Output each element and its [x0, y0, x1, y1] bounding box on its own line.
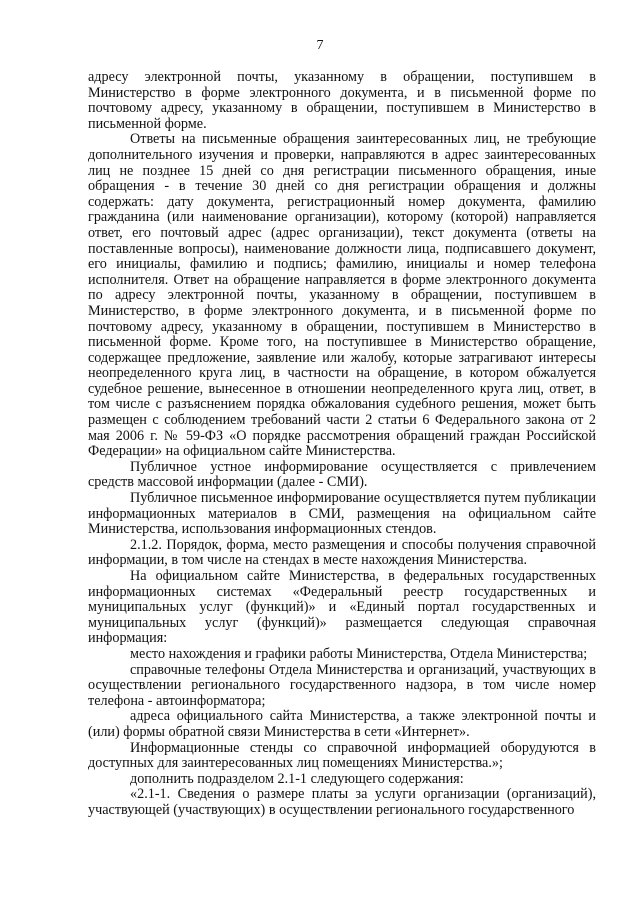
paragraph-10: Информационные стенды со справочной информацией оборудуются в доступных для заинтересованных лиц помещениях Министерства.»;: [88, 739, 596, 772]
paragraph-11: дополнить подразделом 2.1-1 следующего содержания:: [130, 770, 464, 787]
paragraph-5: 2.1.2. Порядок, форма, место размещения и способы получения справочной информации, в том числе на стендах в месте нахождения Министерства.: [88, 536, 596, 569]
paragraph-2: Ответы на письменные обращения заинтересованных лиц, не требующие дополнительного изучения и проверки, направляются в адрес заинтересованных лиц не позднее 15 дней со дня регистрации письменного обращения, иные обращения - в течение 30 дней со дня регистрации обращения и должны содержать: дату документа, регистрационный номер документа, фамилию гражданина (или наименование организации), которому (которой) направляется ответ, его почтовый адрес (адрес организации), текст документа (ответы на поставленные вопросы), наименование должности лица, подписавшего документ, его инициалы, фамилию и подпись; фамилию, инициалы и номер телефона исполнителя. Ответ на обращение направляется в форме электронного документа по адресу электронной почты, указанному в обращении, поступившем в Министерство, в форме электронного документа, и в письменной форме по почтовому адресу, указанному в обращении, поступившем в Министерство в письменной форме. Кроме того, на поступившее в Министерство обращение, содержащее предложение, заявление или жалобу, которые затрагивают интересы неопределенного круга лиц, в частности на обращение, в котором обжалуется судебное решение, вынесенное в отношении неопределенного круга лиц, ответ, в том числе с разъяснением порядка обжалования судебного решения, может быть размещен с соблюдением требований части 2 статьи 6 Федерального закона от 2 мая 2006 г. № 59-ФЗ «О порядке рассмотрения обращений граждан Российской Федерации» на официальном сайте Министерства.: [88, 131, 596, 460]
paragraph-12: «2.1-1. Сведения о размере платы за услуги организации (организаций), участвующей (участвующих) в осуществлении регионального государственного: [88, 786, 596, 818]
paragraph-9: адреса официального сайта Министерства, а также электронной почты и (или) формы обратной связи Министерства в сети «Интернет».: [88, 708, 596, 740]
paragraph-4: Публичное письменное информирование осуществляется путем публикации информационных материалов в СМИ, размещения на официальном сайте Министерства, использования информационных стендов.: [88, 490, 596, 538]
page-number: 7: [316, 38, 324, 53]
paragraph-6: На официальном сайте Министерства, в федеральных государственных информационных системах «Федеральный реестр государственных и муниципальных услуг (функций)» и «Единый портал государственных и муниципальных услуг (функций)» размещается следующая справочная информация:: [88, 568, 596, 647]
paragraph-7: место нахождения и графики работы Министерства, Отдела Министерства;: [130, 645, 588, 662]
document-body: [88, 70, 596, 819]
paragraph-1: адресу электронной почты, указанному в обращении, поступившем в Министерство в форме электронного документа, и в письменной форме по почтовому адресу, указанному в обращении, поступившем в Министерство в письменной форме.: [88, 69, 596, 132]
paragraph-3: Публичное устное информирование осуществляется с привлечением средств массовой информации (далее - СМИ).: [88, 458, 596, 491]
paragraph-8: справочные телефоны Отдела Министерства и организаций, участвующих в осуществлении регионального государственного надзора, в том числе номер телефона - автоинформатора;: [88, 661, 596, 709]
